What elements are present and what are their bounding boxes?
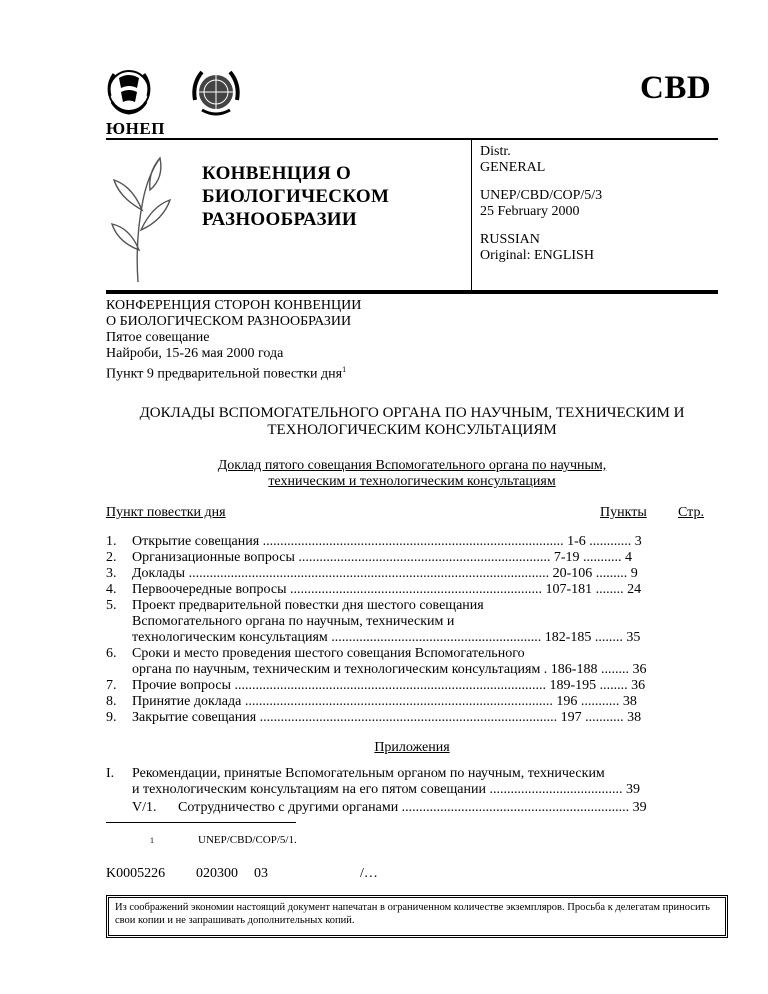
convention-title-line: РАЗНООБРАЗИИ [202,209,357,230]
annex-sub-number: V/1. [132,800,157,815]
convention-title [202,162,389,231]
toc-header-paragraphs: Пункты [600,505,647,520]
distribution [480,144,545,176]
toc-entry [106,534,718,550]
meeting-line [106,362,361,383]
annex-entry [106,766,718,798]
footnote-text: UNEP/CBD/COP/5/1. [198,834,297,846]
toc-entry [106,550,718,566]
annex-number: I. [106,766,115,781]
toc-number: 9. [106,710,117,725]
meeting-line: Найроби, 15-26 мая 2000 года [106,346,284,361]
meeting-line: Пятое совещание [106,330,210,345]
un-emblem-icon [190,66,242,118]
symbol: UNEP/CBD/COP/5/3 [480,188,603,203]
toc-number: 6. [106,646,117,661]
document-symbol [480,188,602,220]
footnote-ref: 1 [342,365,347,374]
distr-label: Distr. [480,144,511,159]
toc-text: Принятие доклада ........................................................................................ 196 ........... 38 [132,694,637,709]
language: RUSSIAN [480,232,540,247]
header-rule [106,290,718,294]
language-info [480,232,594,264]
toc-text: Доклады ....................................................................................................... 20-106 ......... 9 [132,566,638,581]
title-line: ТЕХНОЛОГИЧЕСКИМ КОНСУЛЬТАЦИЯМ [267,422,557,438]
toc-number: 3. [106,566,117,581]
toc-entry [106,598,718,646]
toc-number: 5. [106,598,117,613]
toc-entry [106,582,718,598]
footnote-number: 1 [150,836,154,845]
title-line: ДОКЛАДЫ ВСПОМОГАТЕЛЬНОГО ОРГАНА ПО НАУЧНЫМ, ТЕХНИЧЕСКИМ И [139,405,685,421]
agenda-item-text: Пункт 9 предварительной повестки дня [106,366,343,382]
annex-sub-text: Сотрудничество с другими органами ................................................................. 39 [178,800,647,815]
copy-code: 03 [254,866,268,881]
toc-text: Вспомогательного органа по научным, техническим и [132,614,455,629]
footnote-separator [106,822,296,823]
toc-header-item: Пункт повестки дня [106,505,226,520]
toc-header-page: Стр. [678,505,704,520]
annex-subentry [106,800,718,816]
toc-entry [106,678,718,694]
plant-logo-icon [108,150,178,285]
annex-text: Рекомендации, принятые Вспомогательным органом по научным, техническим [132,766,605,781]
meeting-line: О БИОЛОГИЧЕСКОМ РАЗНООБРАЗИИ [106,314,352,329]
continuation-mark: /… [360,866,378,881]
subtitle-line: Доклад пятого совещания Вспомогательного органа по научным, [217,458,607,473]
toc-text: Организационные вопросы ........................................................................ 7-19 ........... 4 [132,550,633,565]
toc-entry [106,646,718,678]
toc-text: Проект предварительной повестки дня шестого совещания [132,598,484,613]
toc-number: 1. [106,534,117,549]
toc-text: органа по научным, техническим и технологическим консультациям . 186-188 ........ 36 [132,662,647,677]
top-rule [106,138,718,140]
document-subtitle [106,458,718,490]
meeting-info [106,298,361,383]
toc-text: Первоочередные вопросы ........................................................................ 107-181 ........ 24 [132,582,642,597]
distr-type: GENERAL [480,160,546,175]
toc-text: технологическим консультациям ............................................................ 182-185 ........ 35 [132,630,641,645]
toc-text: Закрытие совещания ..................................................................................... 197 ........... 38 [132,710,642,725]
date: 25 February 2000 [480,204,580,219]
header-divider [471,140,472,290]
convention-title-line: КОНВЕНЦИЯ О [202,163,352,184]
original-language: Original: ENGLISH [480,248,594,263]
date-code: 020300 [196,866,238,881]
economy-notice: Из соображений экономии настоящий документ напечатан в ограниченном количестве экземпляров. Просьба к делегатам приносить свои копии и не запрашивать дополнительных копий. [106,895,728,938]
document-title [106,405,718,439]
toc-text: Прочие вопросы ......................................................................................... 189-195 ........ 36 [132,678,646,693]
job-number: K0005226 [106,866,166,881]
cbd-label: CBD [640,70,712,106]
meeting-line: КОНФЕРЕНЦИЯ СТОРОН КОНВЕНЦИИ [106,298,362,313]
toc-text: Сроки и место проведения шестого совещания Вспомогательного [132,646,525,661]
unep-logo-icon [104,66,154,120]
annex-heading: Приложения [374,740,450,755]
toc-entry [106,694,718,710]
subtitle-line: техническим и технологическим консультациям [268,474,556,489]
toc-entry [106,710,718,726]
convention-title-line: БИОЛОГИЧЕСКОМ [202,186,390,207]
toc-entry [106,566,718,582]
toc-text: Открытие совещания ...................................................................................... 1-6 ............ 3 [132,534,642,549]
unep-label: ЮНЕП [106,119,165,138]
toc-number: 7. [106,678,117,693]
toc-number: 8. [106,694,117,709]
toc-number: 2. [106,550,117,565]
annex-text: и технологическим консультациям на его пятом совещании ...................................... 39 [132,782,640,797]
toc-number: 4. [106,582,117,597]
